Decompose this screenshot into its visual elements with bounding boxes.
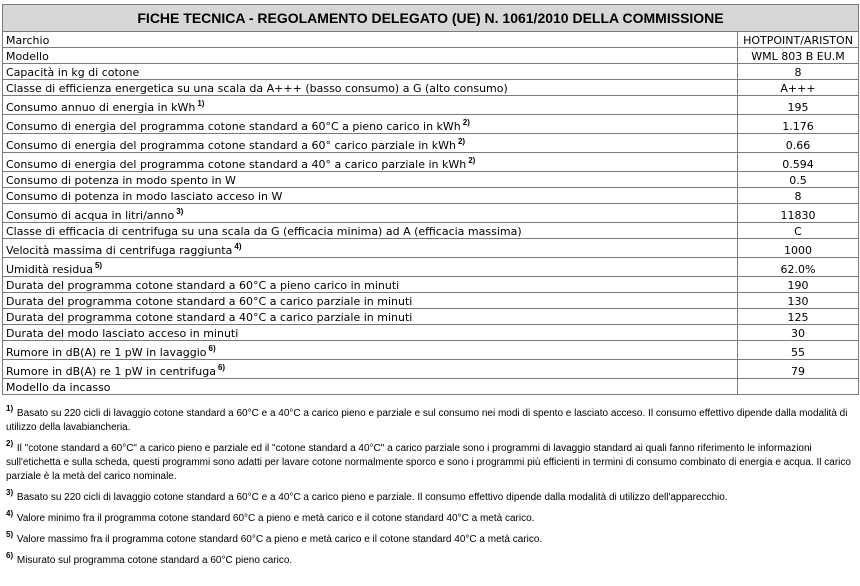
footnote-text: Basato su 220 cicli di lavaggio cotone standard a 60°C e a 40°C a carico pieno e parziale e sul consumo nei modi di spento e lasciato acceso. Il consumo effettivo dipende dalla modalità di utilizzo della lavabiancheria. <box>6 408 848 433</box>
row-label-cell <box>3 258 738 277</box>
row-label: Durata del modo lasciato acceso in minuti <box>6 327 239 340</box>
row-label: Capacità in kg di cotone <box>6 66 140 79</box>
footnote-text: Valore minimo fra il programma cotone standard 60°C a pieno e metà carico e il cotone standard 40°C a metà carico. <box>16 513 535 524</box>
footnote <box>6 439 852 484</box>
table-row <box>3 293 859 309</box>
footnote-ref: 5) <box>94 261 103 270</box>
footnote-number: 1) <box>6 404 14 413</box>
footnote-ref: 2) <box>462 118 470 127</box>
footnote-text: Valore massimo fra il programma cotone standard 60°C a pieno e metà carico e il cotone standard 40°C a metà carico. <box>16 534 543 545</box>
row-label-cell <box>3 96 738 115</box>
row-label: Consumo di potenza in modo lasciato acceso in W <box>6 190 283 203</box>
row-label-cell <box>3 379 738 395</box>
title-row <box>3 5 859 32</box>
row-label-cell <box>3 134 738 153</box>
table-row <box>3 172 859 188</box>
row-label: Classe di efficacia di centrifuga su una scala da G (efficacia minima) ad A (efficacia massima) <box>6 225 522 238</box>
row-label-cell <box>3 188 738 204</box>
row-label: Velocità massima di centrifuga raggiunta <box>6 244 233 257</box>
row-value: 1.176 <box>738 115 859 134</box>
row-label: Durata del programma cotone standard a 60°C a carico parziale in minuti <box>6 295 413 308</box>
table-row <box>3 239 859 258</box>
row-label-cell <box>3 223 738 239</box>
footnote <box>6 509 852 526</box>
table-row <box>3 96 859 115</box>
sheet-title: FICHE TECNICA - REGOLAMENTO DELEGATO (UE) N. 1061/2010 DELLA COMMISSIONE <box>3 5 859 32</box>
row-value: 79 <box>738 360 859 379</box>
table-row <box>3 379 859 395</box>
footnote-text: Il "cotone standard a 60°C" a carico pieno e parziale ed il "cotone standard a 40°C" a carico parziale sono i programmi di lavaggio standard ai quali fanno riferimento le informazioni sull'etichetta e sulla scheda, questi programmi sono adatti per lavare cotone normalmente sporco e sono i programmi più efficienti in termini di consumo combinato di energia e acqua. Il carico parziale è la metà del carico nominale. <box>6 443 851 482</box>
row-value: 0.66 <box>738 134 859 153</box>
row-label-cell <box>3 64 738 80</box>
table-row <box>3 223 859 239</box>
table-row <box>3 277 859 293</box>
row-label-cell <box>3 115 738 134</box>
row-value: 0.594 <box>738 153 859 172</box>
table-row <box>3 188 859 204</box>
table-row <box>3 204 859 223</box>
table-row <box>3 48 859 64</box>
table-row <box>3 360 859 379</box>
row-label: Modello <box>6 50 49 63</box>
row-label-cell <box>3 325 738 341</box>
row-label: Durata del programma cotone standard a 40°C a carico parziale in minuti <box>6 311 413 324</box>
table-row <box>3 341 859 360</box>
row-value: 62.0% <box>738 258 859 277</box>
row-label-cell <box>3 309 738 325</box>
table-row <box>3 258 859 277</box>
row-value <box>738 379 859 395</box>
row-value: 55 <box>738 341 859 360</box>
footnote-text: Basato su 220 cicli di lavaggio cotone standard a 60°C e a 40°C a carico pieno e parziale. Il consumo effettivo dipende dalla modalità di utilizzo dell'apparecchio. <box>16 492 728 503</box>
table-row <box>3 309 859 325</box>
footnote-number: 5) <box>6 530 14 539</box>
table-row <box>3 134 859 153</box>
row-label-cell <box>3 204 738 223</box>
footnote <box>6 530 852 547</box>
footnote-number: 2) <box>6 439 14 448</box>
row-label: Rumore in dB(A) re 1 pW in lavaggio <box>6 346 207 359</box>
footnote-ref: 2) <box>457 137 466 146</box>
footnote-ref: 2) <box>468 156 476 165</box>
footnote-number: 4) <box>6 509 14 518</box>
spec-sheet <box>2 4 858 395</box>
footnote-ref: 6) <box>217 363 226 372</box>
row-value: WML 803 B EU.M <box>738 48 859 64</box>
row-label-cell <box>3 172 738 188</box>
row-label: Consumo di energia del programma cotone standard a 60° carico parziale in kWh <box>6 139 456 152</box>
row-value: 8 <box>738 188 859 204</box>
row-value: 30 <box>738 325 859 341</box>
footnote <box>6 551 852 568</box>
row-value: 11830 <box>738 204 859 223</box>
row-label: Umidità residua <box>6 263 93 276</box>
spec-table <box>2 4 859 395</box>
row-label-cell <box>3 239 738 258</box>
row-value: 8 <box>738 64 859 80</box>
row-value: 130 <box>738 293 859 309</box>
table-row <box>3 80 859 96</box>
row-label: Modello da incasso <box>6 381 111 394</box>
row-label-cell <box>3 293 738 309</box>
row-value: 1000 <box>738 239 859 258</box>
row-label: Durata del programma cotone standard a 60°C a pieno carico in minuti <box>6 279 400 292</box>
row-label-cell <box>3 48 738 64</box>
footnote-number: 6) <box>6 551 14 560</box>
row-value: A+++ <box>738 80 859 96</box>
footnote-ref: 3) <box>176 207 184 216</box>
row-label: Consumo di energia del programma cotone standard a 40° a carico parziale in kWh <box>6 158 467 171</box>
footnote-ref: 4) <box>234 242 242 251</box>
row-value: 190 <box>738 277 859 293</box>
table-row <box>3 115 859 134</box>
row-label-cell <box>3 277 738 293</box>
row-label: Consumo annuo di energia in kWh <box>6 101 196 114</box>
table-row <box>3 64 859 80</box>
row-value: 0.5 <box>738 172 859 188</box>
table-row <box>3 153 859 172</box>
row-value: 125 <box>738 309 859 325</box>
row-value: HOTPOINT/ARISTON <box>738 32 859 48</box>
row-label-cell <box>3 32 738 48</box>
row-label: Marchio <box>6 34 50 47</box>
row-label-cell <box>3 360 738 379</box>
row-value: 195 <box>738 96 859 115</box>
footnote <box>6 488 852 505</box>
row-label-cell <box>3 341 738 360</box>
row-label: Consumo di acqua in litri/anno <box>6 209 175 222</box>
footnote-text: Misurato sul programma cotone standard a 60°C pieno carico. <box>16 555 293 566</box>
footnote-ref: 1) <box>197 99 205 108</box>
row-label: Consumo di potenza in modo spento in W <box>6 174 236 187</box>
row-label: Rumore in dB(A) re 1 pW in centrifuga <box>6 365 216 378</box>
table-row <box>3 325 859 341</box>
footnotes <box>6 404 852 575</box>
footnote-number: 3) <box>6 488 14 497</box>
row-label-cell <box>3 80 738 96</box>
row-label-cell <box>3 153 738 172</box>
row-label: Consumo di energia del programma cotone standard a 60°C a pieno carico in kWh <box>6 120 461 133</box>
table-row <box>3 32 859 48</box>
footnote <box>6 404 852 435</box>
row-label: Classe di efficienza energetica su una scala da A+++ (basso consumo) a G (alto consumo) <box>6 82 508 95</box>
row-value: C <box>738 223 859 239</box>
footnote-ref: 6) <box>208 344 216 353</box>
